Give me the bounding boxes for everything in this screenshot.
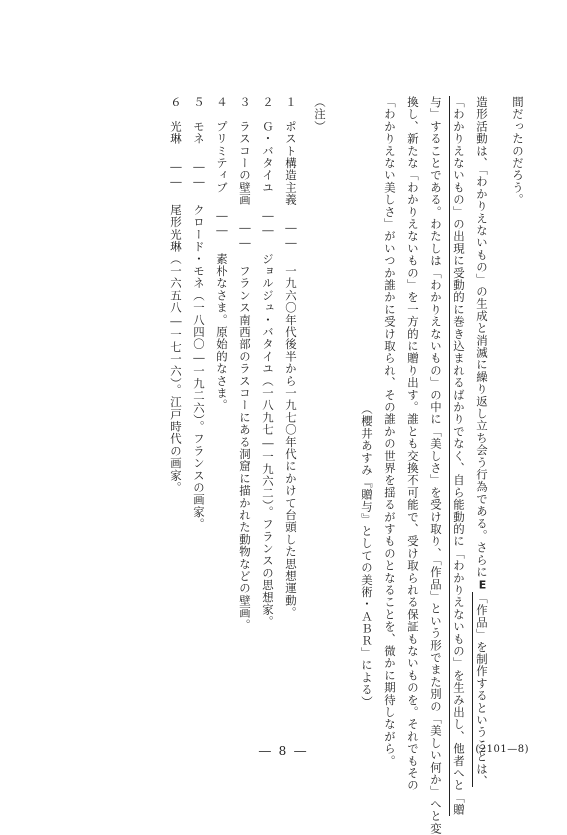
body-line-3 (447, 96, 470, 816)
note-item-1: １ ポスト構造主義 ―― 一九六〇年代後半から一九七〇年代にかけて台頭した思想運動。 (284, 96, 298, 619)
note-item-2: ２ Ｇ・バタイユ ―― ジョルジュ・バタイユ（一八九七―一九六二）。フランスの思想家。 (261, 96, 275, 628)
note-item-5: ５ モネ ―― クロード・モネ（一八四〇―一九二六）。フランスの画家。 (192, 96, 206, 531)
body-line-4: 与」することである。わたしは「わかりえないもの」の中に「美しさ」を受け取り、「作品」という形でまた別の「美しい何か」へと変 (429, 96, 443, 835)
note-item-6: ６ 光琳 ―― 尾形光琳（一六五八―一七一六）。江戸時代の画家。 (169, 96, 183, 494)
body-line-5: 換し、新たな「わかりえないもの」を一方的に贈り出す。誰とも交換不可能で、受け取られる保証もないものを。それでもその (406, 96, 420, 792)
note-item-3: ３ ラスコーの壁画 ―― フランス南西部のラスコーにある洞窟に描かれた動物などの壁画。 (238, 96, 252, 631)
body-line-2-text: 造形活動は、「わかりえないもの」の生成と消滅に繰り返し立ち会う行為である。さらに (475, 96, 489, 579)
body-line-1: 間だったのだろう。 (511, 96, 525, 206)
underlined-passage: 「作品」を制作するということは、 (472, 592, 489, 787)
notes-spacer (331, 96, 355, 708)
note-item-4: ４ プリミティブ ―― 素朴なさま。原始的なさま。 (215, 96, 229, 412)
underlined-passage-cont: 「わかりえないもの」の出現に受動的に巻き込まれるばかりでなく、自ら能動的に「わかりえないもの」を生み出し、他者へと「贈 (449, 96, 466, 816)
section-marker-e: E (476, 578, 489, 593)
source-citation: （櫻井あすみ『贈与』としての美術・ＡＢＲ」による） (360, 403, 374, 708)
body-line-6: 「わかりえない美しさ」がいつか誰かに受け取られ、その誰かの世界を揺るがすものとなることを、微かに期待しながら。 (383, 96, 397, 767)
notes-label: （注） (313, 96, 327, 133)
exam-code: (2101—8) (475, 744, 529, 755)
page-number: ― 8 ― (258, 744, 309, 758)
